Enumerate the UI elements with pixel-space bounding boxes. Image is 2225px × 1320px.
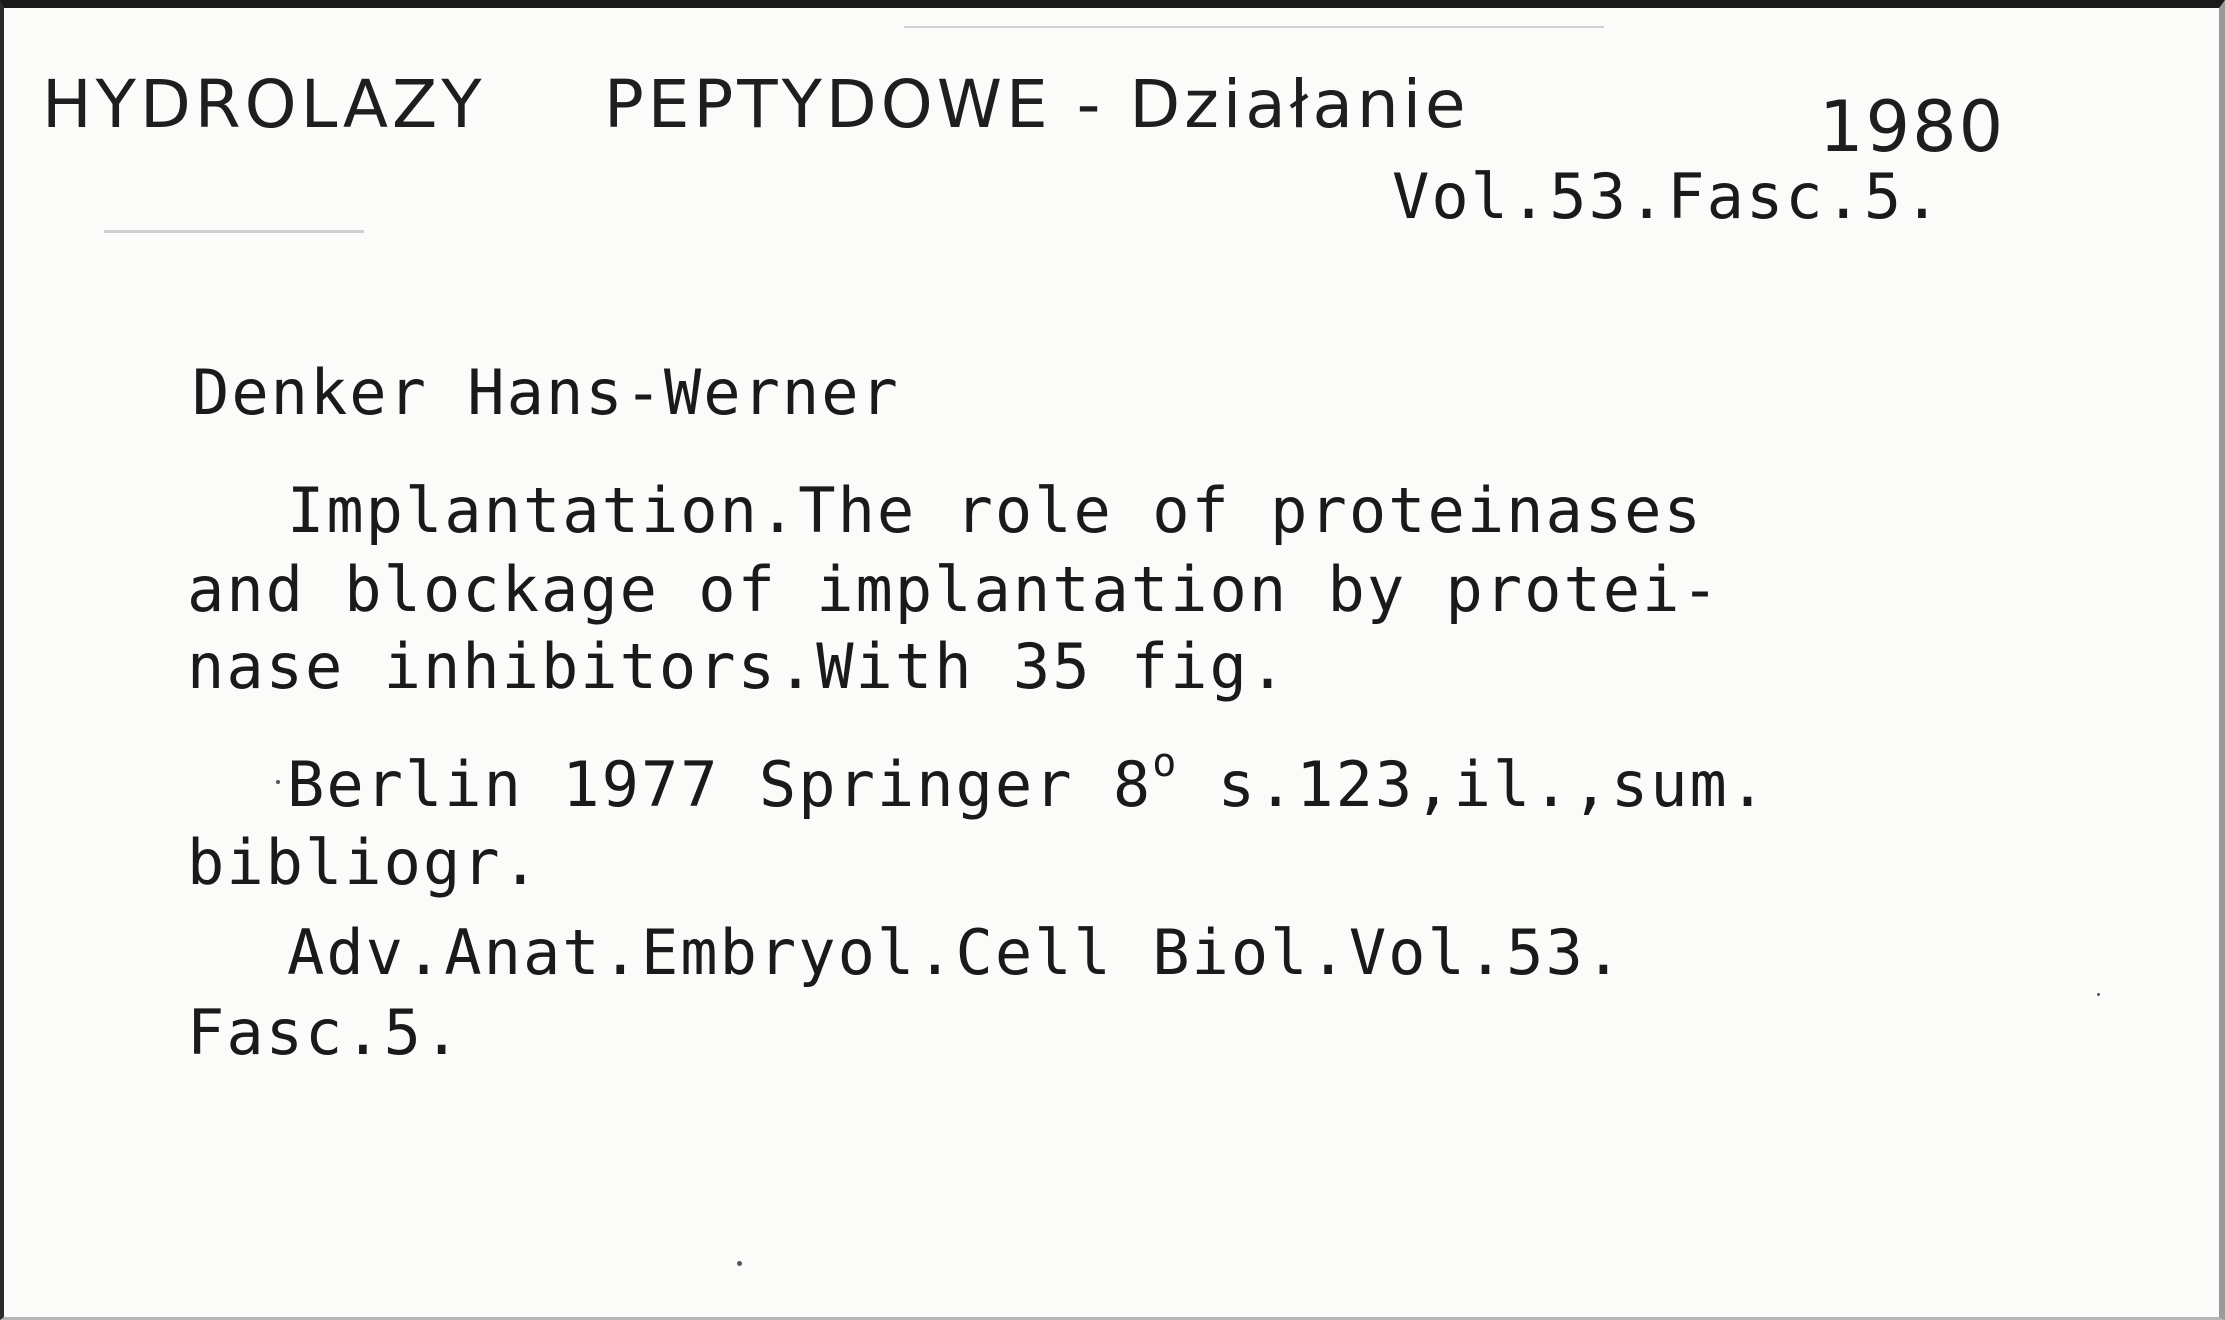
title-line-1: Implantation.The role of proteinases bbox=[287, 474, 1703, 547]
paper-smudge bbox=[104, 230, 364, 233]
ink-speck bbox=[276, 780, 280, 784]
title-line-3: nase inhibitors.With 35 fig. bbox=[187, 630, 1289, 703]
imprint-line-1 bbox=[287, 740, 1769, 821]
ink-speck bbox=[2097, 993, 2100, 996]
subject-heading-main: PEPTYDOWE - Działanie bbox=[604, 66, 1470, 143]
author-name: Denker Hans-Werner bbox=[192, 356, 900, 429]
subject-heading-left: HYDROLAZY bbox=[42, 66, 486, 143]
imprint-pages: s.123,il.,sum. bbox=[1178, 748, 1769, 821]
paper-smudge bbox=[904, 26, 1604, 28]
volume-reference: Vol.53.Fasc.5. bbox=[1392, 160, 1943, 233]
series-line-2: Fasc.5. bbox=[187, 996, 463, 1069]
title-line-2: and blockage of implantation by protei- bbox=[187, 553, 1721, 626]
year-label: 1980 bbox=[1819, 86, 2006, 168]
series-line-1: Adv.Anat.Embryol.Cell Biol.Vol.53. bbox=[287, 916, 1625, 989]
imprint-line-2: bibliogr. bbox=[187, 826, 541, 899]
imprint-place-publisher-format: Berlin 1977 Springer 8 bbox=[287, 748, 1153, 821]
format-superscript: o bbox=[1152, 740, 1179, 786]
ink-speck bbox=[737, 1261, 742, 1266]
